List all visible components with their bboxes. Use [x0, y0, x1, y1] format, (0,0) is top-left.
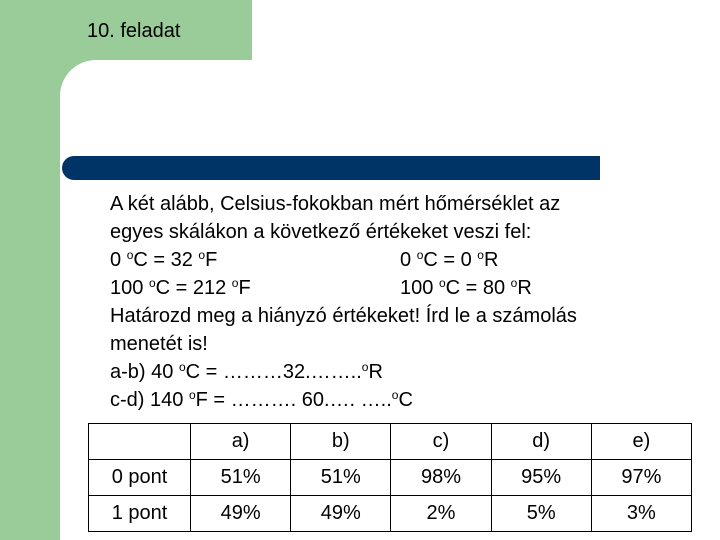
- eq-c-to-r-1: 0 $^o$C = 0 $^o$R: [400, 248, 499, 271]
- intro-line-2: egyes skálákon a következő értékeket veszi fel:: [110, 221, 532, 243]
- header-cell: b): [291, 424, 391, 460]
- eq-c-to-f-2: 100 $^o$C = 212 $^o$F: [110, 276, 251, 299]
- question-ab: a-b) 40 $^o$C = ………32.……..$^o$R: [110, 360, 383, 383]
- table-row: [89, 496, 692, 532]
- task-line-2: menetét is!: [110, 333, 208, 355]
- row-label: 0 pont: [89, 460, 191, 496]
- question-cd: c-d) 140 $^o$F = ………. 60.…. …..$^o$C: [110, 388, 413, 411]
- divider-bar: [62, 156, 600, 180]
- eq-c-to-f-1: 0 $^o$C = 32 $^o$F: [110, 248, 218, 271]
- task-line-1: Határozd meg a hiányzó értékeket! Írd le a számolás: [110, 305, 577, 327]
- table-header-row: [89, 424, 692, 460]
- header-cell: e): [591, 424, 691, 460]
- equation-row-2: [110, 274, 710, 302]
- table-cell: 3%: [591, 496, 691, 532]
- problem-text: [110, 190, 710, 414]
- table-cell: 2%: [391, 496, 491, 532]
- eq-c-to-r-2: 100 $^o$C = 80 $^o$R: [400, 276, 532, 299]
- table-row: [89, 460, 692, 496]
- table-cell: 95%: [491, 460, 591, 496]
- header-cell: c): [391, 424, 491, 460]
- table-cell: 98%: [391, 460, 491, 496]
- slide-title: 10. feladat: [87, 20, 181, 42]
- intro-line-1: A két alább, Celsius-fokokban mért hőmérséklet az: [110, 193, 561, 215]
- row-label: 1 pont: [89, 496, 191, 532]
- table-cell: 49%: [291, 496, 391, 532]
- table-cell: 51%: [291, 460, 391, 496]
- header-cell: a): [191, 424, 291, 460]
- table-cell: 49%: [191, 496, 291, 532]
- table-cell: 51%: [191, 460, 291, 496]
- results-table: [88, 423, 692, 532]
- header-cell: d): [491, 424, 591, 460]
- table-cell: 5%: [491, 496, 591, 532]
- equation-row-1: [110, 246, 710, 274]
- header-cell: [89, 424, 191, 460]
- table-cell: 97%: [591, 460, 691, 496]
